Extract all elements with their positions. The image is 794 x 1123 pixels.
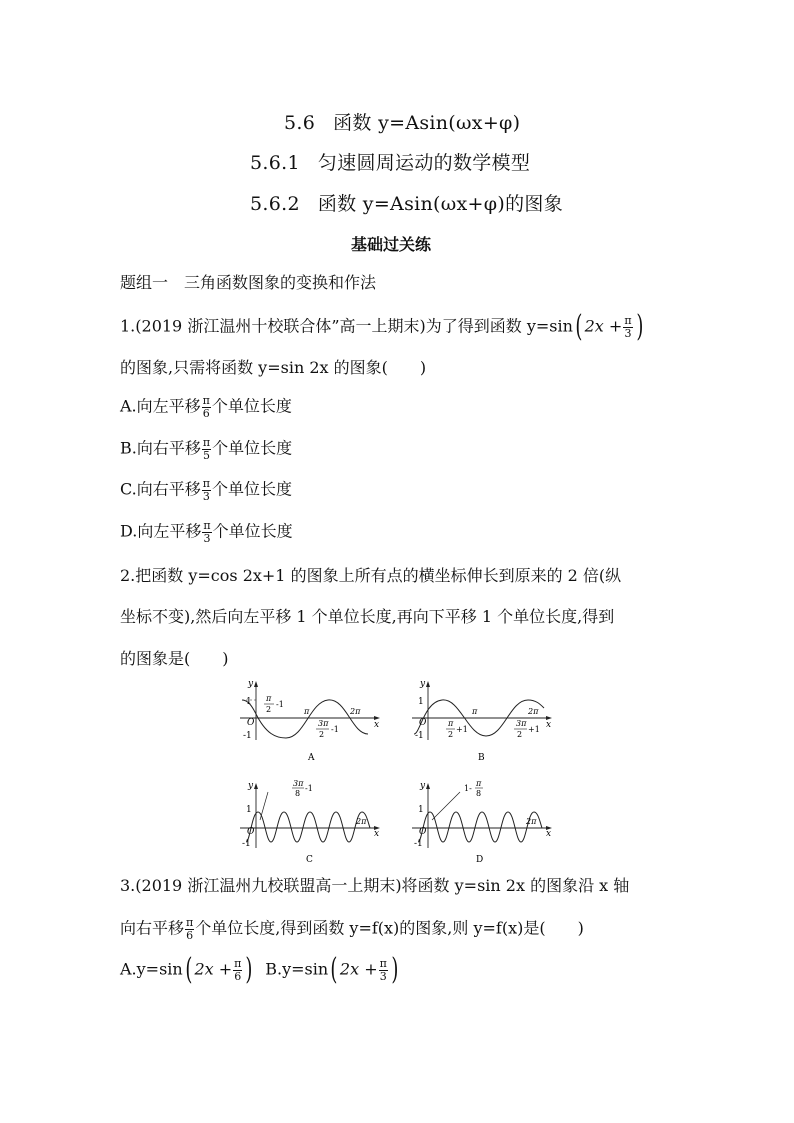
- title-2-number: 5.6.1: [250, 152, 300, 174]
- numerator: π: [202, 477, 210, 490]
- label-plus1: +1: [528, 725, 540, 734]
- label-minus1: -1: [331, 725, 339, 734]
- option-fraction: [202, 437, 211, 461]
- tick-neg1: -1: [242, 839, 251, 849]
- denominator: 6: [234, 969, 242, 983]
- q1-expr: 2x +: [584, 316, 623, 336]
- graph-letter: C: [306, 855, 313, 865]
- label-pi: π: [304, 707, 310, 716]
- x-label: x: [546, 720, 552, 730]
- graph-letter: A: [308, 753, 315, 763]
- tick-neg1: -1: [243, 731, 252, 741]
- origin: O: [247, 718, 255, 728]
- group-heading: 题组一 三角函数图象的变换和作法: [120, 273, 377, 292]
- title-2-text: 匀速圆周运动的数学模型: [317, 152, 531, 174]
- option-fraction: [202, 520, 211, 544]
- q3-option-b-expr: 2x +: [339, 959, 378, 979]
- graph-a: [238, 678, 388, 766]
- close-paren: ): [245, 952, 253, 987]
- option-text-end: 个单位长度: [211, 396, 292, 416]
- label-minus1: -1: [276, 700, 284, 709]
- denominator: 3: [202, 489, 210, 503]
- y-axis-arrow: [254, 783, 258, 789]
- close-paren: ): [635, 309, 643, 344]
- q3-line-2: [120, 917, 584, 941]
- label-3pi: 3π: [293, 779, 304, 788]
- curve: [242, 700, 368, 738]
- graph-letter: B: [478, 753, 485, 763]
- q3-option-b-label: B.y=sin: [265, 959, 329, 979]
- option-text-end: 个单位长度: [212, 521, 293, 541]
- numerator: π: [186, 916, 194, 929]
- x-label: x: [374, 829, 380, 839]
- tick-1: 1: [246, 697, 252, 707]
- option-text: C.向右平移: [120, 479, 201, 499]
- y-label: y: [420, 781, 426, 791]
- label-minus1: -1: [305, 784, 313, 793]
- q1-option-a: [120, 395, 292, 419]
- open-paren: (: [575, 309, 583, 344]
- pointer-line: [432, 792, 460, 820]
- option-text-end: 个单位长度: [212, 438, 293, 458]
- title-1-number: 5.6: [284, 112, 316, 134]
- denominator: 3: [624, 326, 632, 340]
- q2-line-2: 坐标不变),然后向左平移 1 个单位长度,再向下平移 1 个单位长度,得到: [120, 607, 615, 626]
- q3-option-a-fraction: [233, 958, 242, 982]
- q3-text-end: 个单位长度,得到函数 y=f(x)的图象,则 y=f(x)是( ): [195, 918, 584, 938]
- q1-stem: 1.(2019 浙江温州十校联合体”高一上期末)为了得到函数 y=sin: [120, 316, 573, 336]
- curve: [418, 812, 542, 842]
- origin: O: [419, 718, 427, 728]
- q2-line-3: 的图象是( ): [120, 649, 229, 668]
- tick-neg1: -1: [415, 731, 424, 741]
- numerator: π: [624, 313, 632, 327]
- label-den: 2: [448, 730, 454, 739]
- label-den: 2: [517, 730, 523, 739]
- q1-option-d: [120, 520, 293, 544]
- option-fraction: [202, 478, 211, 502]
- y-label: y: [248, 679, 254, 689]
- denominator: 3: [203, 531, 211, 545]
- label-2pi: 2π: [356, 817, 367, 826]
- q1-expr-fraction: [623, 315, 632, 339]
- q2-line-1: 2.把函数 y=cos 2x+1 的图象上所有点的横坐标伸长到原来的 2 倍(纵: [120, 566, 622, 585]
- option-text: D.向左平移: [120, 521, 202, 541]
- q3-option-a-label: A.y=sin: [120, 959, 183, 979]
- title-line-3: [250, 189, 563, 216]
- label-plus1: +1: [456, 725, 468, 734]
- tick-1: 1: [246, 805, 252, 815]
- denominator: 6: [202, 406, 210, 420]
- denominator: 5: [202, 448, 210, 462]
- x-label: x: [374, 720, 380, 730]
- option-text: A.向左平移: [120, 396, 201, 416]
- option-fraction: [202, 395, 211, 419]
- curve: [246, 812, 370, 842]
- origin: O: [419, 827, 427, 837]
- numerator: π: [234, 956, 242, 970]
- title-3-number: 5.6.2: [250, 193, 300, 215]
- label-2pi: 2π: [528, 707, 539, 716]
- numerator: π: [379, 956, 387, 970]
- origin: O: [247, 827, 255, 837]
- title-line-2: [250, 148, 530, 175]
- title-line-1: [284, 108, 520, 135]
- label-2pi: 2π: [526, 817, 537, 826]
- x-label: x: [546, 829, 552, 839]
- label-pi: π: [476, 779, 482, 788]
- label-2pi: 2π: [350, 707, 361, 716]
- option-text-end: 个单位长度: [212, 479, 293, 499]
- open-paren: (: [330, 952, 338, 987]
- numerator: π: [202, 394, 210, 407]
- tick-1: 1: [418, 697, 424, 707]
- numerator: π: [203, 519, 211, 532]
- label-3pi: 3π: [318, 719, 329, 728]
- q3-line-1: 3.(2019 浙江温州九校联盟高一上期末)将函数 y=sin 2x 的图象沿 x 轴: [120, 876, 630, 895]
- label-pi-over-2: π: [266, 694, 272, 703]
- q3-text: 向右平移: [120, 918, 185, 938]
- q1-option-c: [120, 478, 292, 502]
- graph-d: [410, 776, 560, 866]
- y-label: y: [248, 781, 254, 791]
- label-pi: π: [472, 707, 478, 716]
- tick-neg1: -1: [414, 839, 423, 849]
- close-paren: ): [391, 952, 399, 987]
- q3-option-a-expr: 2x +: [194, 959, 233, 979]
- label-1-minus: 1-: [464, 784, 472, 793]
- y-label: y: [420, 679, 426, 689]
- label-den: 8: [295, 789, 301, 798]
- q3-option-b-fraction: [379, 958, 388, 982]
- pointer-line: [260, 792, 268, 820]
- y-axis-arrow: [254, 681, 258, 687]
- option-text: B.向右平移: [120, 438, 201, 458]
- label-3pi: 3π: [516, 719, 527, 728]
- title-3-text: 函数 y=Asin(ωx+φ)的图象: [317, 193, 563, 215]
- label-den: 2: [319, 730, 325, 739]
- open-paren: (: [185, 952, 193, 987]
- label-den: 8: [476, 789, 482, 798]
- graph-c: [238, 776, 388, 866]
- denominator: 6: [186, 928, 194, 942]
- q3-fraction: [185, 917, 194, 941]
- tick-1: 1: [418, 805, 424, 815]
- denominator: 3: [379, 969, 387, 983]
- q1-line-2: 的图象,只需将函数 y=sin 2x 的图象( ): [120, 358, 427, 377]
- y-axis-arrow: [426, 783, 430, 789]
- q1-line-1: [120, 309, 645, 344]
- q3-options: [120, 952, 401, 987]
- graph-b: [410, 678, 560, 766]
- numerator: π: [202, 436, 211, 449]
- section-subtitle: 基础过关练: [351, 235, 432, 254]
- q1-option-b: [120, 437, 292, 461]
- label-den: 2: [266, 705, 272, 714]
- y-axis-arrow: [426, 681, 430, 687]
- title-1-text: 函数 y=Asin(ωx+φ): [333, 112, 521, 134]
- graph-letter: D: [476, 855, 484, 865]
- label-pi-over-2: π: [448, 719, 454, 728]
